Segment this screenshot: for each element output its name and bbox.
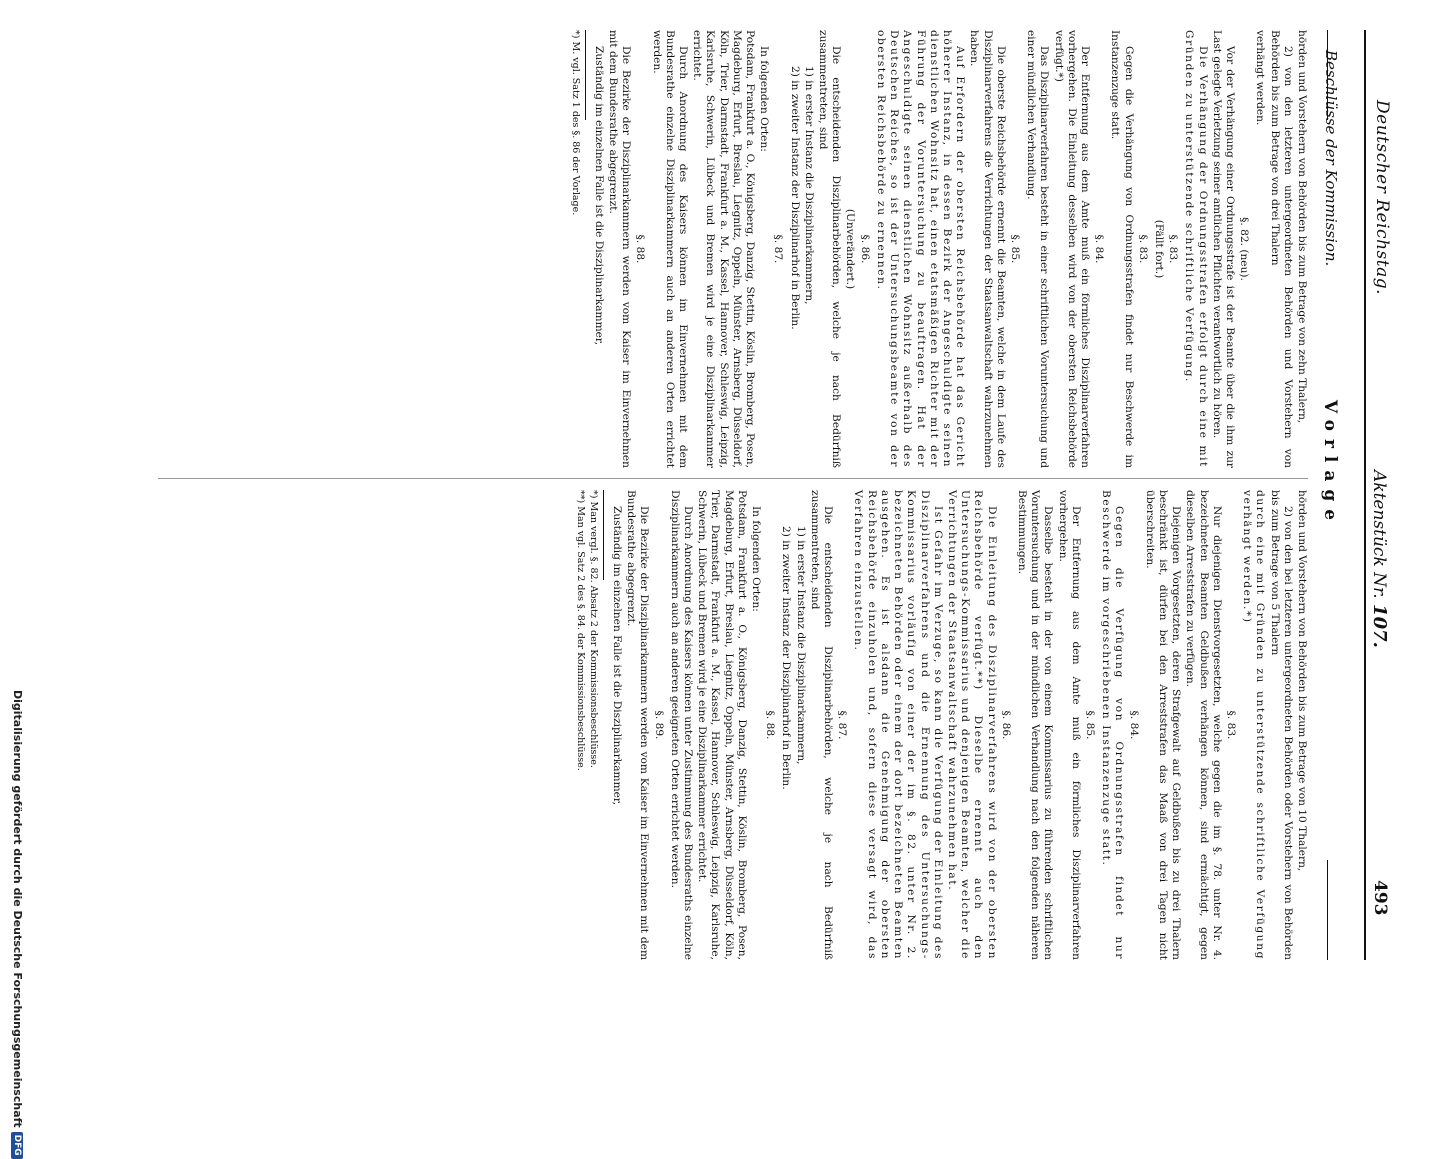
- paragraph: hörden und Vorstehern von Behörden bis zum Betrage von zehn Thalern,: [1296, 30, 1308, 424]
- paragraph: (Fällt fort.): [1152, 219, 1165, 279]
- header-right-number: 107.: [1369, 604, 1390, 648]
- running-header-right: [1369, 470, 1390, 648]
- footnote-rule: [585, 30, 586, 120]
- section-heading: §. 85.: [1083, 710, 1096, 740]
- paragraph: Auf Erfordern der obersten Reichsbehörde hat das Gericht höherer Instanz, in dessen Bezirk der Angeschuldigte seinen dienstlichen Wohnsitz hat, einen etatsmäßigen Richter mit der Führung der Voruntersuchung zu beauftragen. Hat der Angeschuldigte seinen dienstlichen Wohnsitz außerhalb des Deutschen Reiches, so ist der Untersuchungsbeamte von der obersten Reichsbehörde zu ernennen.: [874, 30, 967, 468]
- section-heading: §. 82. (neu).: [1238, 217, 1251, 281]
- list-item: 1) in erster Instanz die Disziplinarkammern,: [802, 66, 815, 305]
- footnote: **) Man vgl. Satz 2 des §. 84. der Kommissionsbeschlüsse.: [574, 490, 586, 771]
- paragraph: Dasselbe besteht in der von einem Kommissarius zu führenden schriftlichen Voruntersuchung und in der mündlichen Verhandlung nach den folgenden näheren Bestimmungen.: [1015, 490, 1055, 960]
- paragraph: Die Einleitung des Disziplinarverfahrens wird von der obersten Reichsbehörde verfügt.**) Dieselbe ernennt auch den Untersuchungs-Kommissarius und denjenigen Beamten, welcher die Verrichtungen der Staatsanwaltschaft wahrzunehmen hat.: [945, 490, 998, 960]
- paragraph: Durch Anordnung des Kaisers können unter Zustimmung des Bundesraths einzelne Disziplinarkammern auch an anderen geeigneten Orten errichtet werden.: [668, 490, 695, 960]
- section-heading: §. 87.: [772, 234, 785, 264]
- paragraph-note: (Unverändert.): [844, 208, 857, 290]
- page-number: 493: [1370, 880, 1390, 916]
- section-heading: §. 87.: [836, 710, 849, 740]
- paragraph: Die Bezirke der Disziplinarkammern werden vom Kaiser im Einvernehmen mit dem Bundesrathe abgegrenzt.: [607, 30, 633, 468]
- paragraph: Zuständig im einzelnen Falle ist die Disziplinarkammer,: [592, 46, 605, 346]
- section-heading: §. 88.: [634, 234, 647, 264]
- title-rule-left: [1327, 860, 1328, 960]
- credit-text: Digitalisierung gefördert durch die Deutsche Forschungsgemeinschaft: [11, 690, 24, 1128]
- list-item: 2) in zweiter Instanz der Disziplinarhof in Berlin.: [780, 526, 793, 790]
- section-heading: §. 83.: [1224, 710, 1237, 740]
- dfg-logo-icon: DFG: [11, 1132, 23, 1159]
- header-rule: [1364, 30, 1366, 960]
- paragraph: In folgenden Orten:: [758, 46, 771, 152]
- section-heading: §. 86.: [858, 234, 871, 264]
- paragraph: In folgenden Orten:: [750, 506, 763, 612]
- paragraph: verhängt werden.: [1254, 30, 1267, 126]
- digitization-credit: [11, 690, 24, 1159]
- paragraph: Ist Gefahr im Verzuge, so kann die Verfügung der Einleitung des Disziplinarverfahrens und die Ernennung des Untersuchungs-Kommissarius vorläufig von einer der im §. 82. unter Nr. 2. bezeichneten Behörden oder einem der dort bezeichneten Beamten ausgehen. Es ist alsdann die Genehmigung der obersten Reichsbehörde einzuholen und, sofern diese versagt wird, das Verfahren einzustellen.: [852, 490, 944, 960]
- list-item: 1) in erster Instanz die Disziplinarkammern,: [794, 526, 807, 765]
- running-header-center: Deutscher Reichstag.: [1372, 100, 1392, 295]
- paragraph: Die entscheidenden Disziplinarbehörden, welche je nach Bedürfniß zusammentreten, sind: [817, 30, 843, 468]
- beschluesse-column: [568, 30, 1308, 468]
- paragraph: Diejenigen Vorgesetzten, deren Strafgewalt auf Geldbußen bis zu drei Thalern beschränkt ist, dürfen bei den Arreststrafen das Maaß von drei Tagen nicht überschreiten.: [1143, 490, 1183, 960]
- section-heading: §. 84.: [1093, 234, 1106, 264]
- paragraph: Potsdam, Frankfurt a. O., Königsberg, Danzig, Stettin, Köslin, Bromberg, Posen, Magdeburg, Erfurt, Breslau, Liegnitz, Oppeln, Münster, Arnsberg, Düsseldorf, Köln, Trier, Darmstadt, Frankfurt a. M., Kassel, Hannover, Schleswig, Leipzig, Karlsruhe, Schwerin, Lübeck und Bremen wird je eine Disziplinarkammer errichtet.: [691, 30, 757, 468]
- paragraph: Potsdam, Frankfurt a. O., Königsberg, Danzig, Stettin, Köslin, Bromberg, Posen, Magdeburg, Erfurt, Breslau, Liegnitz, Oppeln, Münster, Arnsberg, Düsseldorf, Köln, Trier, Darmstadt, Frankfurt a. M., Kassel, Hannover, Schleswig, Leipzig, Karlsruhe, Schwerin, Lübeck und Bremen wird je eine Disziplinarkammer errichtet.: [696, 490, 748, 960]
- paragraph: 2) von den bei letzteren untergeordneten Behörden oder Vorstehern von Behörden bis zum Betrage von 5 Thalern: [1268, 490, 1294, 960]
- section-heading: §. 84.: [1127, 710, 1140, 740]
- paragraph: 2) von den letzteren untergeordneten Behörden und Vorstehern von Behörden bis zum Betrage von drei Thalern: [1268, 30, 1294, 468]
- paragraph: hörden und Vorstehern von Behörden bis zum Betrage von 10 Thalern,: [1296, 490, 1308, 872]
- paragraph: Durch Anordnung des Kaisers können im Einvernehmen mit dem Bundesrathe einzelne Disziplinarkammern auch an anderen Orten errichtet werden.: [650, 30, 690, 468]
- section-heading: §. 89.: [652, 710, 665, 740]
- paragraph: durch eine mit Gründen zu unterstützende schriftliche Verfügung verhängt werden.*): [1241, 490, 1267, 960]
- header-right-text: Aktenstück Nr.: [1369, 470, 1389, 599]
- paragraph: Gegen die Verfügung von Ordnungsstrafen findet nur Beschwerde im vorgeschriebenen Instanzenzuge statt.: [1100, 490, 1126, 960]
- footnote: *) Man vergl. §. 82. Absatz 2 der Kommissionsbeschlüsse.: [587, 490, 599, 768]
- paragraph: Der Entfernung aus dem Amte muß ein förmliches Disziplinarverfahren vorhergehen. Die Einleitung desselben wird von der obersten Reichsbehörde verfügt.*): [1052, 30, 1091, 468]
- paragraph: Die Bezirke der Disziplinarkammern werden vom Kaiser im Einvernehmen mit dem Bundesrathe abgegrenzt.: [625, 490, 651, 960]
- list-item: 2) in zweiter Instanz der Disziplinarhof in Berlin.: [788, 66, 801, 330]
- section-heading: §. 86.: [999, 710, 1012, 740]
- paragraph: Der Entfernung aus dem Amte muß ein förmliches Disziplinarverfahren vorhergehen.: [1056, 490, 1082, 960]
- vorlage-column: [573, 490, 1308, 960]
- footnote: *) M. vgl. Satz 1 des §. 86 der Vorlage.: [569, 30, 581, 216]
- column-title-beschluesse: Beschlüsse der Kommission.: [1322, 50, 1340, 267]
- footnote-rule: [603, 490, 604, 580]
- section-heading: §. 83.: [1136, 234, 1149, 264]
- section-heading: §. 88.: [764, 710, 777, 740]
- paragraph: Gegen die Verhängung von Ordnungsstrafen findet nur Beschwerde im Instanzenzuge statt.: [1109, 30, 1135, 468]
- paragraph: Die entscheidenden Disziplinarbehörden, welche je nach Bedürfniß zusammentreten, sind: [808, 490, 835, 960]
- column-divider: [158, 478, 1308, 479]
- paragraph: Zuständig im einzelnen Falle ist die Disziplinarkammer,: [611, 506, 624, 806]
- paragraph: Vor der Verhängung einer Ordnungsstrafe ist der Beamte über die ihm zur Last gelegte Verletzung seiner amtlichen Pflichten verantwortlich zu hören.: [1210, 30, 1236, 468]
- paragraph: Die Verhängung der Ordnungsstrafen erfolgt durch eine mit Gründen zu unterstützende schriftliche Verfügung.: [1183, 30, 1209, 468]
- column-title-vorlage: Vorlage: [1320, 400, 1340, 529]
- paragraph: Das Disziplinarverfahren besteht in einer schriftlichen Voruntersuchung und einer mündlichen Verhandlung.: [1025, 30, 1051, 468]
- section-heading: §. 83.: [1167, 234, 1180, 264]
- paragraph: Die oberste Reichsbehörde ernennt die Beamten, welche in dem Laufe des Disziplinarverfahrens die Verrichtungen der Staatsanwaltschaft wahrzunehmen haben.: [968, 30, 1007, 468]
- section-heading: §. 85.: [1008, 234, 1021, 264]
- paragraph: Nur diejenigen Dienstvorgesetzten, welche gegen die im §. 78. unter Nr. 4. bezeichneten Beamten Geldbußen verhängen können, sind ermächtigt, gegen dieselben Arreststrafen zu verfügen.: [1184, 490, 1223, 960]
